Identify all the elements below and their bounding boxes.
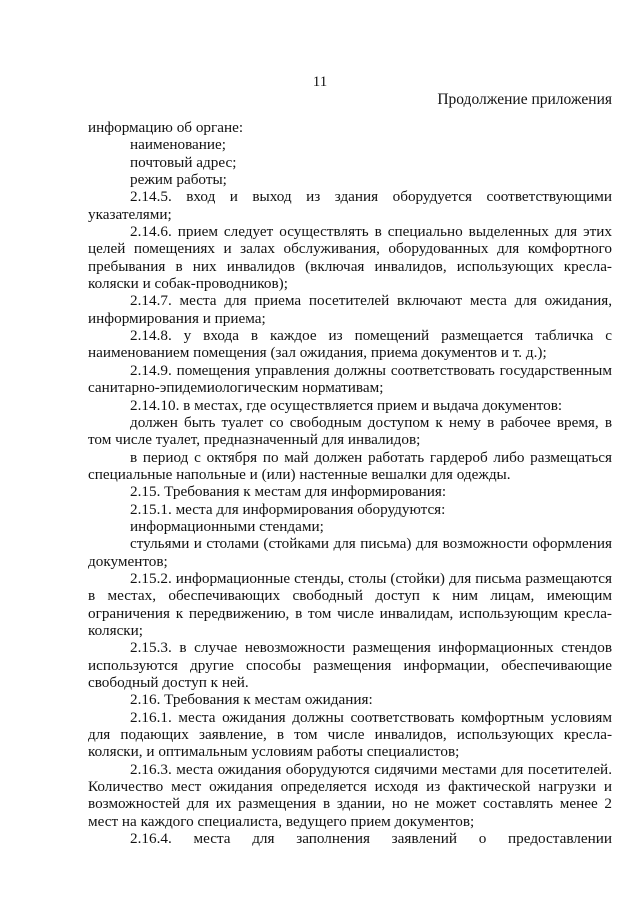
paragraph: 2.14.6. прием следует осуществлять в специально выделенных для этих целей помещениях и залах обслуживания, оборудованных для комфортного пребывания в них инвалидов (включая инвалидов, использующих кресла-коляски и собак-проводников); <box>88 223 612 293</box>
paragraph: режим работы; <box>130 171 227 189</box>
paragraph: информацию об органе: <box>88 119 244 136</box>
paragraph: 2.14.5. вход и выход из здания оборудуется соответствующими указателями; <box>88 188 612 223</box>
paragraph: 2.15.2. информационные стенды, столы (стойки) для письма размещаются в местах, обеспечивающих свободный доступ к ним лицам, имеющим ограничения к передвижению, в том числе инвалидам, использующим кресла-коляски; <box>88 569 612 639</box>
paragraph: 2.14.7. места для приема посетителей включают места для ожидания, информирования и приема; <box>88 292 612 327</box>
paragraph: 2.14.8. у входа в каждое из помещений размещается табличка с наименованием помещения (зал ожидания, приема документов и т. д.); <box>88 327 612 362</box>
paragraph: 2.14.10. в местах, где осуществляется прием и выдача документов: <box>130 396 563 414</box>
paragraph: 2.15. Требования к местам для информирования: <box>130 483 447 501</box>
paragraph: 2.15.1. места для информирования оборудуются: <box>130 500 446 518</box>
paragraph: 2.15.3. в случае невозможности размещения информационных стендов используются другие способы размещения информации, обеспечивающие свободный доступ к ней. <box>88 639 612 691</box>
paragraph: стульями и столами (стойками для письма) для возможности оформления документов; <box>88 535 612 570</box>
paragraph: наименование; <box>130 136 226 154</box>
paragraph: почтовый адрес; <box>130 153 237 171</box>
paragraph: 2.16.3. места ожидания оборудуются сидячими местами для посетителей. Количество мест ожидания определяется исходя из фактической нагрузки и возможностей для их размещения в здании, но не может составлять менее 2 мест на каждого специалиста, ведущего прием документов; <box>88 760 612 830</box>
paragraph: 2.16.1. места ожидания должны соответствовать комфортным условиям для подающих заявление, в том числе инвалидов, использующих кресла-коляски, и оптимальным условиям работы специалистов; <box>88 708 612 761</box>
paragraph: 2.14.9. помещения управления должны соответствовать государственным санитарно-эпидемиологическим нормативам; <box>88 361 612 397</box>
paragraph: в период с октября по май должен работать гардероб либо размещаться специальные напольные и (или) настенные вешалки для одежды. <box>88 448 612 483</box>
paragraph: должен быть туалет со свободным доступом к нему в рабочее время, в том числе туалет, предназначенный для инвалидов; <box>88 413 612 449</box>
paragraph: информационными стендами; <box>130 517 324 535</box>
document-body <box>88 119 612 847</box>
paragraph: 2.16. Требования к местам ожидания: <box>130 691 373 709</box>
page-number: 11 <box>312 74 328 90</box>
appendix-continuation-note: Продолжение приложения <box>437 91 612 108</box>
paragraph: 2.16.4. места для заполнения заявлений о предоставлении <box>130 830 612 848</box>
